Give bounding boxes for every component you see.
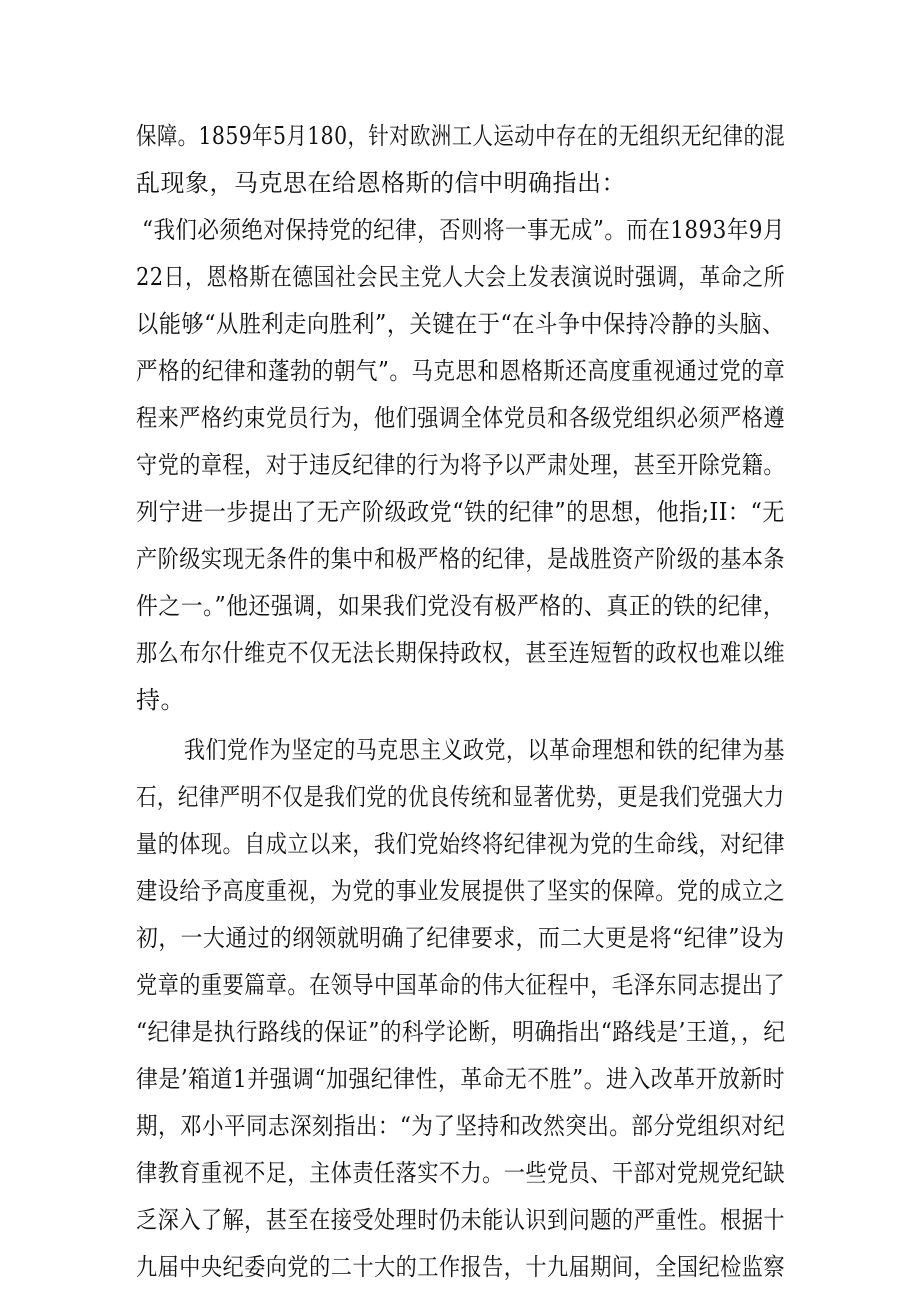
text-line: 那么布尔什维克不仅无法长期保持政权，甚至连短暂的政权也难以维 xyxy=(136,639,786,667)
text-line: 产阶级实现无条件的集中和极严格的纪律，是战胜资产阶级的基本条 xyxy=(136,545,786,573)
text-line: 乏深入了解，甚至在接受处理时仍未能认识到问题的严重性。根据十 xyxy=(136,1206,786,1234)
text-line: 党章的重要篇章。在领导中国革命的伟大征程中，毛泽东同志提出了 xyxy=(136,971,786,999)
text-line: “我们必须绝对保持党的纪律，否则将一事无成”。而在1893年9月 xyxy=(142,216,785,244)
text-line: 件之一。”他还强调，如果我们党没有极严格的、真正的铁的纪律， xyxy=(136,592,786,620)
text-line: 以能够“从胜利走向胜利”，关键在于“在斗争中保持冷静的头脑、 xyxy=(136,310,785,338)
text-line: 建设给予高度重视，为党的事业发展提供了坚实的保障。党的成立之 xyxy=(136,877,786,905)
text-line: 持。 xyxy=(136,686,185,714)
text-line: 乱现象，马克思在给恩格斯的信中明确指出： xyxy=(136,169,626,197)
text-line: “纪律是执行路线的保证”的科学论断，明确指出“路线是’王道，，纪 xyxy=(136,1018,786,1046)
text-line: 22日，恩格斯在德国社会民主党人大会上发表演说时强调，革命之所 xyxy=(136,263,786,291)
text-line: 九届中央纪委向党的二十大的工作报告，十九届期间，全国纪检监察 xyxy=(136,1253,786,1281)
text-line: 量的体现。自成立以来，我们党始终将纪律视为党的生命线，对纪律 xyxy=(136,830,786,858)
paragraph-first-line: 我们党作为坚定的马克思主义政党，以革命理想和铁的纪律为基 xyxy=(184,736,786,764)
text-line: 律是’箱道1并强调“加强纪律性，革命无不胜”。进入改革开放新时 xyxy=(136,1065,785,1093)
text-line: 严格的纪律和蓬勃的朝气”。马克思和恩格斯还高度重视通过党的章 xyxy=(136,357,786,385)
text-line: 律教育重视不足，主体责任落实不力。一些党员、干部对党规党纪缺 xyxy=(136,1159,786,1187)
text-line: 期，邓小平同志深刻指出：“为了坚持和改然突出。部分党组织对纪 xyxy=(136,1112,786,1140)
text-line: 石，纪律严明不仅是我们党的优良传统和显著优势，更是我们党强大力 xyxy=(136,783,785,811)
text-line: 守党的章程，对于违反纪律的行为将予以严肃处理，甚至开除党籍。 xyxy=(136,451,786,479)
text-line: 初，一大通过的纲领就明确了纪律要求，而二大更是将“纪律”设为 xyxy=(136,924,785,952)
text-line: 程来严格约束党员行为，他们强调全体党员和各级党组织必须严格遵 xyxy=(136,404,786,432)
text-line: 保障。1859年5月180，针对欧洲工人运动中存在的无组织无纪律的混 xyxy=(136,122,786,150)
text-line: 列宁进一步提出了无产阶级政党“铁的纪律”的思想，他指;II：“无 xyxy=(136,498,785,526)
